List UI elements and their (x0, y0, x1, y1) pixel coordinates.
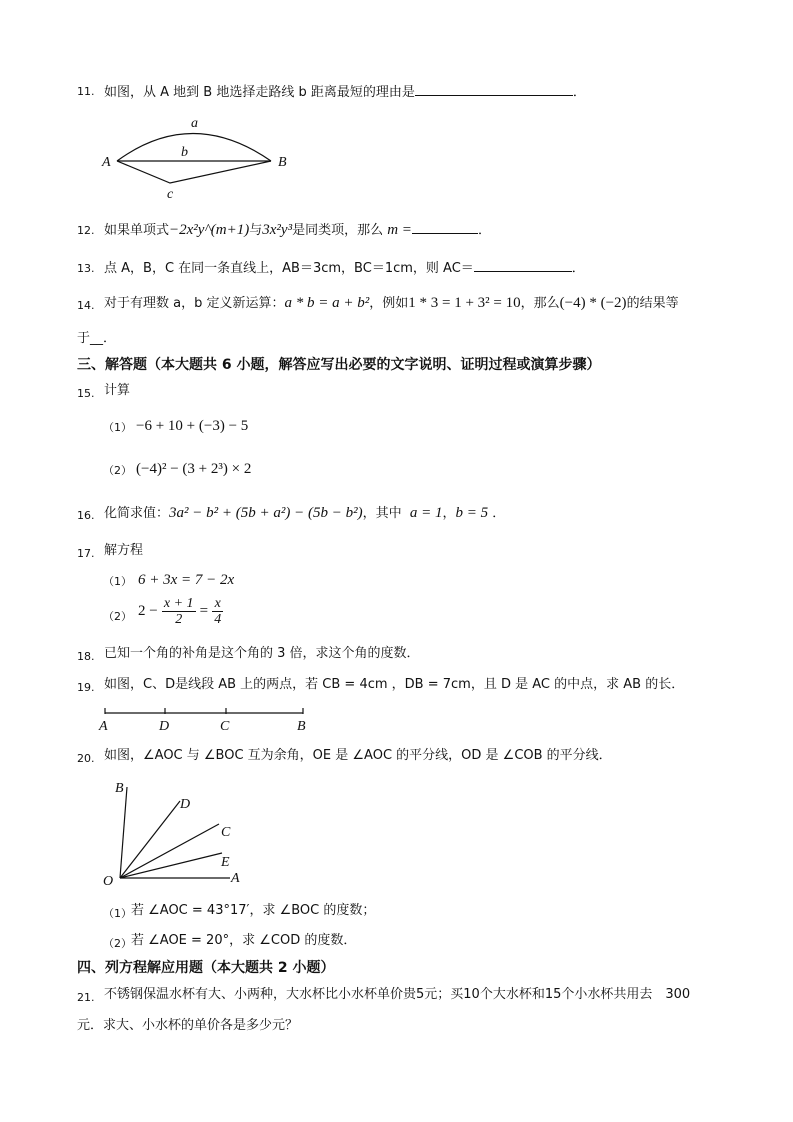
angle-diagram (98, 775, 258, 890)
question-number: 17. (77, 547, 95, 560)
question-text: 已知一个角的补角是这个角的 3 倍，求这个角的度数． (104, 646, 420, 661)
sub-question: 若 ∠AOC = 43°17′，求 ∠BOC 的度数； (131, 903, 376, 918)
label-c: c (167, 187, 174, 202)
question-number: 20. (77, 752, 95, 765)
label-point-a: A (99, 719, 108, 734)
question-text: 如图，从 A 地到 B 地选择走路线 b 距离最短的理由是 ． (104, 81, 586, 102)
label-point-b: B (297, 719, 306, 734)
operation-definition: a * b = a + b² (284, 295, 370, 311)
question-number: 21. (77, 991, 95, 1004)
part-label: （2） (103, 937, 132, 950)
question-text: 如图，C、D是线段 AB 上的两点，若 CB = 4cm ，DB = 7cm，且 D 是 AC 的中点，求 AB 的长． (104, 677, 685, 692)
question-text: 对于有理数 a，b 定义新运算：a * b = a + b²，例如1 * 3 = 1 + 3² = 10，那么(−4) * (−2)的结果等 (104, 295, 679, 311)
expression: −6 + 10 + (−3) − 5 (136, 418, 249, 434)
monomial-1: −2x²y^(m+1) (169, 222, 250, 238)
ray-od (120, 801, 180, 878)
question-number: 11. (77, 85, 95, 98)
question-text: 如图，∠AOC 与 ∠BOC 互为余角，OE 是 ∠AOC 的平分线，OD 是 ∠COB 的平分线． (104, 748, 612, 763)
ray-ob (120, 787, 127, 878)
question-text: 不锈钢保温水杯有大、小两种，大水杯比小水杯单价贵5元；买10个大水杯和15个小水杯共用去 300 (104, 987, 691, 1002)
operation-example: 1 * 3 = 1 + 3² = 10 (408, 295, 521, 311)
expression: 3a² − b² + (5b + a²) − (5b − b²) (169, 505, 363, 521)
answer-blank[interactable] (474, 257, 572, 272)
segment-diagram (95, 702, 320, 736)
question-text: 计算 (104, 383, 131, 398)
question-text-continued: 于__． (77, 331, 117, 346)
section-heading: 四、列方程解应用题（本大题共 2 小题） (77, 960, 335, 976)
section-heading: 三、解答题（本大题共 6 小题，解答应写出必要的文字说明、证明过程或演算步骤） (77, 357, 601, 373)
part-label: （1） (103, 907, 132, 920)
question-number: 19. (77, 681, 95, 694)
question-number: 12. (77, 224, 95, 237)
part-label: （1） (103, 421, 132, 434)
question-text: 解方程 (104, 543, 144, 558)
equation: 2 − $\frac{x + 1}{2}$ = $\frac{x}{4}$ (138, 596, 222, 627)
question-number: 16. (77, 509, 95, 522)
question-number: 14. (77, 299, 95, 312)
sub-question: 若 ∠AOE = 20°，求 ∠COD 的度数． (131, 933, 357, 948)
question-number: 18. (77, 650, 95, 663)
label-point-a: A (102, 155, 111, 170)
answer-blank[interactable] (412, 219, 478, 234)
question-text: 如果单项式−2x²y^(m+1)与3x²y³是同类项，那么 m = ． (104, 219, 491, 240)
question-text-continued: 元．求大、小水杯的单价各是多少元？ (77, 1018, 299, 1033)
label-point-d: D (159, 719, 170, 734)
question-number: 13. (77, 262, 95, 275)
label-point-b: B (278, 155, 287, 170)
fraction: $\frac{x + 1}{2}$ (163, 596, 194, 627)
route-diagram (95, 110, 305, 205)
question-number: 15. (77, 387, 95, 400)
question-text: 化简求值：3a² − b² + (5b + a²) − (5b − b²)，其中 a = 1，b = 5 ． (104, 505, 506, 521)
label-point-c: C (220, 719, 230, 734)
fraction: $\frac{x}{4}$ (214, 596, 222, 627)
label-point-c: C (221, 825, 231, 840)
part-label: （1） (103, 575, 132, 588)
label-point-o: O (103, 874, 114, 889)
label-point-b: B (115, 781, 124, 796)
label-b: b (181, 145, 188, 160)
ray-oe (120, 853, 222, 878)
route-a-arc (117, 134, 271, 162)
part-label: （2） (103, 610, 132, 623)
operation-expression: (−4) * (−2) (559, 295, 627, 311)
label-point-a: A (231, 871, 240, 886)
answer-blank[interactable] (415, 81, 573, 96)
label-a: a (191, 116, 198, 131)
ray-oc (120, 824, 219, 878)
question-text: 点 A，B，C 在同一条直线上，AB＝3cm，BC＝1cm，则 AC＝ ． (104, 257, 585, 278)
route-c-path (117, 161, 271, 183)
equation: 6 + 3x = 7 − 2x (138, 572, 235, 588)
monomial-2: 3x²y³ (262, 222, 293, 238)
label-point-d: D (180, 797, 191, 812)
label-point-e: E (221, 855, 230, 870)
expression: (−4)² − (3 + 2³) × 2 (136, 461, 252, 477)
part-label: （2） (103, 464, 132, 477)
